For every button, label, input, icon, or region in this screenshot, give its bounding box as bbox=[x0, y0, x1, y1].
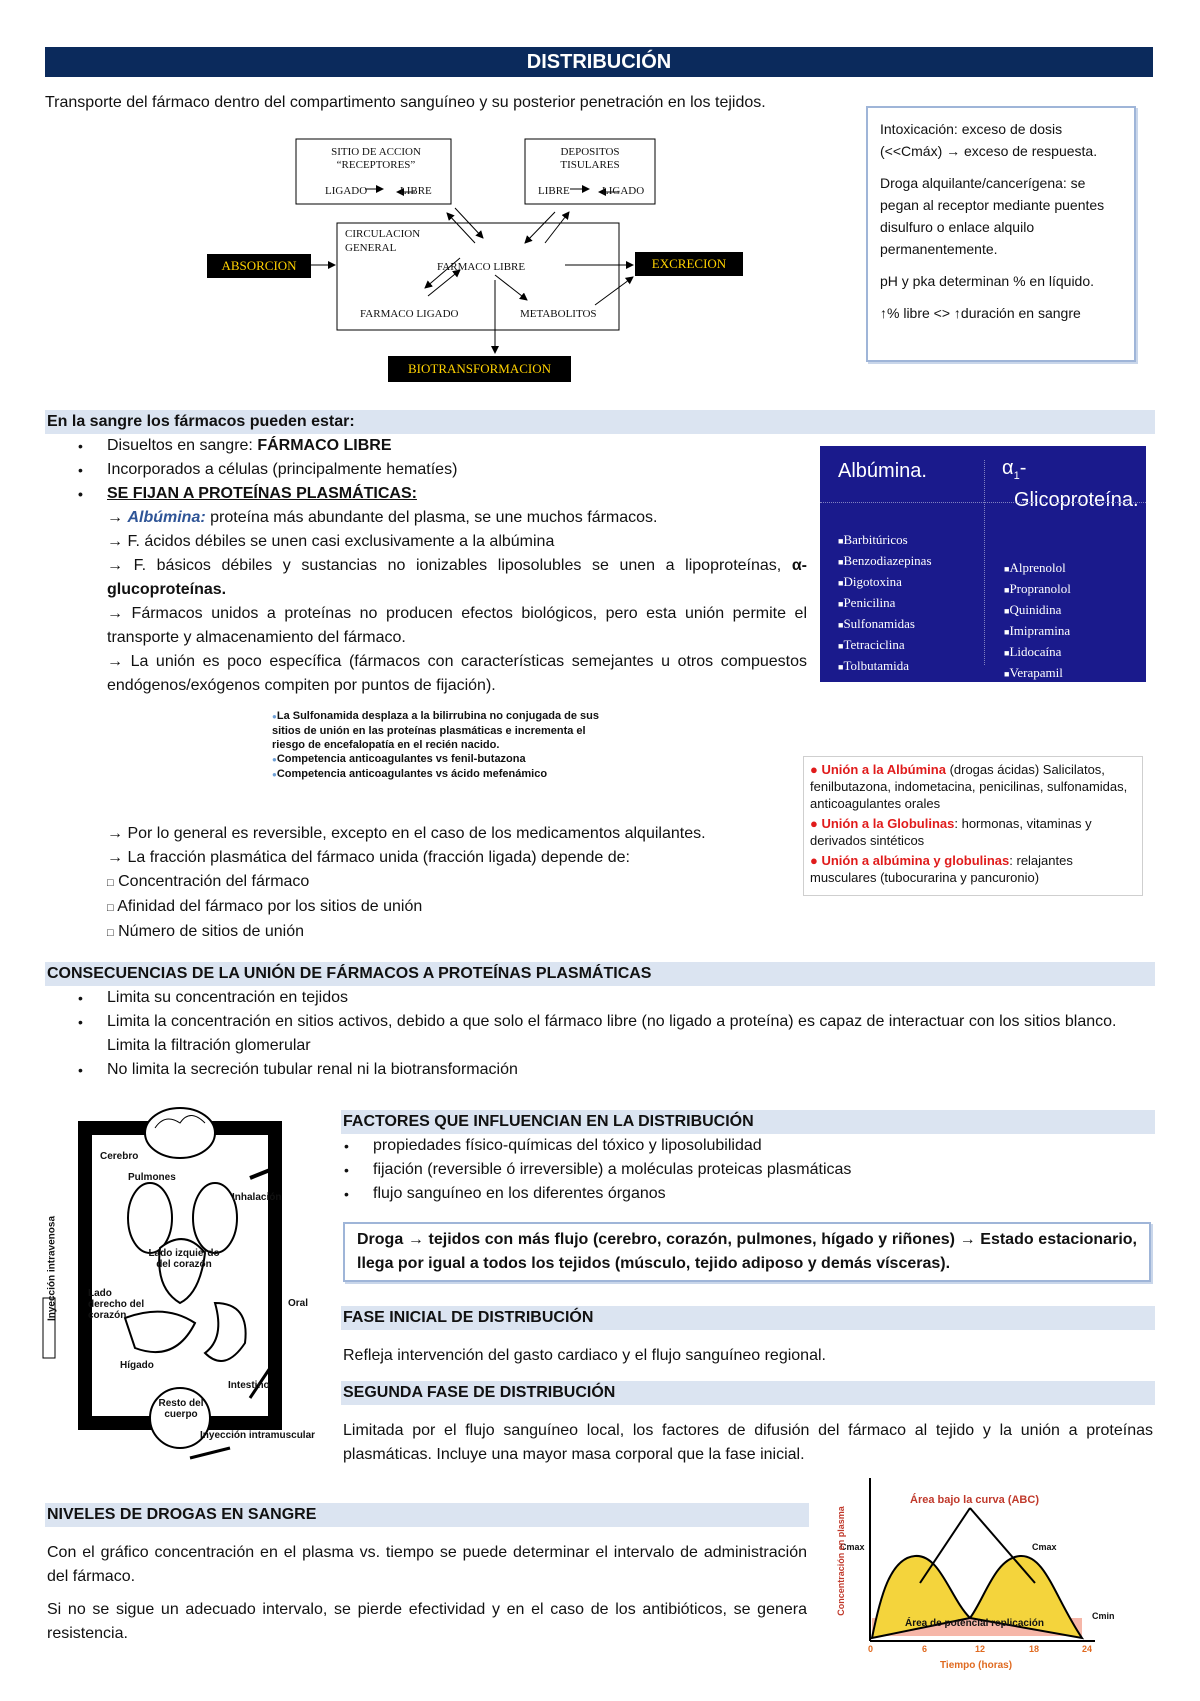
diagram-label-general: GENERAL bbox=[345, 242, 397, 254]
diagram-label-libre-2: LIBRE bbox=[538, 185, 570, 197]
albumin-drug: ■ Tetraciclina bbox=[838, 637, 905, 652]
glycoprotein-drug-list bbox=[1004, 558, 1071, 684]
albumin-line bbox=[45, 506, 807, 530]
chart-y-label: Concentración en plasma bbox=[836, 1506, 846, 1616]
binding-both: ● Unión a albúmina y globulinas: relajantes musculares (tubocurarina y pancuronio) bbox=[810, 853, 1073, 885]
diagram-label-sitio: SITIO DE ACCION bbox=[331, 146, 421, 158]
factor-sitios-text: Número de sitios de unión bbox=[118, 923, 304, 940]
consequence-2: • Limita la concentración en sitios activos, debido a que solo el fármaco libre (no ligado a proteína) es capaz de interactuar con los sitios blanco. Limita la filtración glomerular bbox=[45, 1010, 1153, 1058]
glycoprotein-drug: ■ Imipramina bbox=[1004, 623, 1070, 638]
factor-marker-3: □ bbox=[107, 927, 114, 939]
levels-paragraph-1: Con el gráfico concentración en el plasma vs. tiempo se puede determinar el intervalo de administración del fármaco. bbox=[47, 1544, 807, 1585]
note-droga-alquilante: Droga alquilante/cancerígena: se pegan al receptor mediante puentes disulfuro o enlace alquilo permanentemente. bbox=[880, 175, 1105, 257]
factor-blood-flow: • flujo sanguíneo en los diferentes órganos bbox=[311, 1182, 1153, 1206]
albumin-arrow: → bbox=[107, 509, 128, 526]
binding-albumin-title: Unión a la Albúmina bbox=[821, 762, 946, 777]
consequence-3: • No limita la secreción tubular renal ni la biotransformación bbox=[45, 1058, 1153, 1082]
diagram-label-metabolitos: METABOLITOS bbox=[520, 308, 597, 320]
low-specificity-line: → La unión es poco específica (fármacos con características semejantes u otros compuestos endógenos/exógenos compiten por puntos de fijación). bbox=[107, 653, 807, 694]
glycoprotein-drug: ■ Alprenolol bbox=[1004, 560, 1066, 575]
table-divider bbox=[820, 502, 1146, 503]
chart-annotation-cmin: Cmin bbox=[1092, 1611, 1115, 1621]
diagram-label-circulacion: CIRCULACION bbox=[345, 228, 421, 240]
alpha-subscript: 1 bbox=[1013, 470, 1020, 482]
chart-annotation-cmax-1: Cmax bbox=[840, 1542, 865, 1552]
albumin-desc: proteína más abundante del plasma, se une muchos fármacos. bbox=[205, 509, 658, 526]
glycoprotein-drug: ■ Verapamil bbox=[1004, 665, 1063, 680]
sulfa-note-3: ● Competencia anticoagulantes vs ácido mefenámico bbox=[272, 767, 612, 782]
phase1-heading: FASE INICIAL DE DISTRIBUCIÓN bbox=[341, 1306, 1155, 1330]
binding-both-title: Unión a albúmina y globulinas bbox=[821, 853, 1010, 868]
factor-fixation: • fijación (reversible ó irreversible) a moléculas proteicas plasmáticas bbox=[311, 1158, 1153, 1182]
glycoprotein-drug: ■ Quinidina bbox=[1004, 602, 1061, 617]
binding-both-text: : relajantes musculares (tubocurarina y pancuronio) bbox=[810, 853, 1073, 885]
intoxication-note-box bbox=[866, 106, 1136, 362]
blood-section-heading: En la sangre los fármacos pueden estar: bbox=[45, 410, 1155, 434]
albumin-drug: ■ Penicilina bbox=[838, 595, 895, 610]
body-label-pulmones: Pulmones bbox=[128, 1172, 176, 1183]
sulfa-note-2: ● Competencia anticoagulantes vs fenil-butazona bbox=[272, 752, 612, 767]
body-label-intramuscular: Inyección intramuscular bbox=[200, 1430, 316, 1441]
protein-binding-box bbox=[803, 756, 1143, 896]
factors-heading: FACTORES QUE INFLUENCIAN EN LA DISTRIBUCIÓN bbox=[341, 1110, 1155, 1134]
phase1-text: Refleja intervención del gasto cardiaco y el flujo sanguíneo regional. bbox=[343, 1347, 826, 1364]
body-label-intestino: Intestino bbox=[228, 1380, 270, 1391]
albumin-drug: ■ Barbitúricos bbox=[838, 532, 908, 547]
consequences-heading: CONSECUENCIAS DE LA UNIÓN DE FÁRMACOS A PROTEÍNAS PLASMÁTICAS bbox=[45, 962, 1155, 986]
diagram-label-receptores: “RECEPTORES” bbox=[336, 159, 416, 171]
alpha-symbol: α bbox=[1002, 457, 1014, 479]
blood-states-list bbox=[45, 434, 815, 506]
diagram-label-ligado: LIGADO bbox=[325, 185, 368, 197]
body-label-intravenosa: Inyección intravenosa bbox=[46, 1215, 58, 1322]
albumin-drug: ■ Digotoxina bbox=[838, 574, 902, 589]
factor-concentracion-text: Concentración del fármaco bbox=[118, 873, 310, 890]
drug-flow-box: Droga → tejidos con más flujo (cerebro, corazón, pulmones, hígado y riñones) → Estado estacionario, llega por igual a todos los tejidos (músculo, tejido adiposo y demás vísceras). bbox=[343, 1222, 1151, 1282]
diagram-box-excrecion: EXCRECION bbox=[635, 252, 743, 276]
binding-globulins: ● Unión a la Globulinas: hormonas, vitaminas y derivados sintéticos bbox=[810, 816, 1092, 848]
chart-x-tick-24: 24 bbox=[1082, 1644, 1093, 1654]
binding-albumin-text: (drogas ácidas) Salicilatos, fenilbutazona, indometacina, penicilinas, sulfonamidas, anticoagulantes orales bbox=[810, 762, 1128, 811]
albumin-drug: ■ Sulfonamidas bbox=[838, 616, 915, 631]
page-title: DISTRIBUCIÓN bbox=[45, 47, 1153, 77]
intro-text: Transporte del fármaco dentro del compartimento sanguíneo y su posterior penetración en los tejidos. bbox=[45, 94, 766, 111]
levels-heading: NIVELES DE DROGAS EN SANGRE bbox=[45, 1503, 809, 1527]
blood-item-libre bbox=[45, 434, 815, 458]
glycoprotein-drug: ■ Lidocaína bbox=[1004, 644, 1061, 659]
albumin-column-title: Albúmina. bbox=[838, 460, 927, 482]
binding-globulins-title: Unión a la Globulinas bbox=[821, 816, 955, 831]
acid-drugs-line: → F. ácidos débiles se unen casi exclusivamente a la albúmina bbox=[107, 533, 555, 550]
binding-albumin: ● Unión a la Albúmina (drogas ácidas) Salicilatos, fenilbutazona, indometacina, penicilinas, sulfonamidas, anticoagulantes orales bbox=[810, 762, 1128, 811]
table-column-divider bbox=[984, 460, 985, 665]
no-effect-line: → Fármacos unidos a proteínas no producen efectos biológicos, pero esta unión permite el transporte y almacenamiento del fármaco. bbox=[107, 605, 807, 646]
factor-afinidad bbox=[45, 895, 807, 920]
body-label-inhalacion: Inhalación bbox=[232, 1192, 282, 1203]
glycoprotein-drug: ■ Propranolol bbox=[1004, 581, 1071, 596]
chart-band-label: Área de potencial replicación bbox=[905, 1618, 1044, 1629]
plasma-concentration-chart bbox=[820, 1478, 1150, 1696]
factor-marker-1: □ bbox=[107, 877, 114, 889]
body-label-cerebro: Cerebro bbox=[100, 1151, 139, 1162]
note-intoxicacion: Intoxicación: exceso de dosis (<<Cmáx) → exceso de respuesta. bbox=[880, 121, 1098, 159]
albumin-drug-list bbox=[838, 530, 932, 698]
diagram-label-farmaco-ligado: FARMACO LIGADO bbox=[360, 308, 459, 320]
body-label-resto: Resto del cuerpo bbox=[158, 1398, 204, 1420]
body-label-higado: Hígado bbox=[120, 1360, 154, 1371]
levels-paragraph-2: Si no se sigue un adecuado intervalo, se pierde efectividad y en el caso de los antibióticos, se genera resistencia. bbox=[47, 1601, 807, 1642]
chart-x-tick-18: 18 bbox=[1029, 1644, 1040, 1654]
body-label-lado-derecho: Lado derecho del corazón bbox=[88, 1288, 145, 1321]
note-ph-pka: pH y pka determinan % en líquido. bbox=[880, 273, 1095, 289]
chart-arrow-1 bbox=[920, 1508, 970, 1583]
protein-binding-details bbox=[45, 506, 807, 698]
diagram-label-depositos: DEPOSITOS bbox=[560, 146, 620, 158]
diagram-box-biotransformacion: BIOTRANSFORMACION bbox=[388, 356, 571, 382]
reversible-line: → Por lo general es reversible, excepto en el caso de los medicamentos alquilantes. bbox=[107, 825, 706, 842]
phase2-heading: SEGUNDA FASE DE DISTRIBUCIÓN bbox=[341, 1381, 1155, 1405]
albumin-drug: ■ Tolbutamida bbox=[838, 658, 909, 673]
chart-x-label: Tiempo (horas) bbox=[940, 1660, 1013, 1671]
sulfonamide-notes bbox=[272, 709, 612, 782]
phase2-text: Limitada por el flujo sanguíneo local, los factores de difusión del fármaco al tejido y la unión a proteínas plasmáticas. Incluye una mayor masa corporal que la fase inicial. bbox=[343, 1422, 1153, 1463]
consequences-list bbox=[45, 986, 1153, 1082]
diagram-label-ligado-2: LIGADO bbox=[602, 185, 645, 197]
albumin-glycoprotein-table bbox=[820, 446, 1146, 694]
reversibility-details bbox=[45, 822, 807, 945]
diagram-label-libre: LIBRE bbox=[400, 185, 432, 197]
basic-drugs-bold: α-glucoproteínas. bbox=[107, 557, 807, 598]
blood-item-libre-bold: FÁRMACO LIBRE bbox=[257, 437, 392, 454]
factor-sitios bbox=[45, 920, 807, 945]
body-label-oral: Oral bbox=[288, 1298, 309, 1309]
alpha-dash: - bbox=[1019, 457, 1027, 479]
diagram-label-tisulares: TISULARES bbox=[560, 159, 620, 171]
note-libre-duracion: ↑% libre <> ↑duración en sangre bbox=[880, 305, 1081, 321]
blood-item-proteinas: • SE FIJAN A PROTEÍNAS PLASMÁTICAS: bbox=[45, 482, 815, 506]
blood-item-celulas: • Incorporados a células (principalmente hematíes) bbox=[45, 458, 815, 482]
albumin-drug: ■ Benzodiazepinas bbox=[838, 553, 932, 568]
circulation-body-diagram bbox=[40, 1098, 338, 1468]
basic-drugs-text: → F. básicos débiles y sustancias no ionizables liposolubles se unen a lipoproteínas, bbox=[107, 557, 792, 574]
chart-annotation-cmax-2: Cmax bbox=[1032, 1542, 1057, 1552]
sulfa-note-1: ● La Sulfonamida desplaza a la bilirrubina no conjugada de sus sitios de unión en las proteínas plasmáticas e incrementa el riesgo de encefalopatía en el recién nacido. bbox=[272, 709, 612, 752]
factor-concentracion bbox=[45, 870, 807, 895]
factor-marker-2: □ bbox=[107, 902, 114, 914]
binding-globulins-text: : hormonas, vitaminas y derivados sintéticos bbox=[810, 816, 1092, 848]
chart-x-tick-0: 0 bbox=[868, 1644, 874, 1654]
body-label-lado-izquierdo: Lado izquierdo del corazón bbox=[148, 1248, 220, 1270]
consequence-1: • Limita su concentración en tejidos bbox=[45, 986, 1153, 1010]
blood-item-libre-text: Disueltos en sangre: bbox=[107, 437, 258, 454]
albumin-drug: ■ Acido valproico bbox=[838, 679, 928, 694]
distribution-flow-diagram bbox=[185, 130, 785, 390]
albumin-term: Albúmina: bbox=[127, 509, 206, 526]
diagram-label-farmaco-libre: FARMACO LIBRE bbox=[437, 261, 526, 273]
chart-title: Área bajo la curva (ABC) bbox=[910, 1494, 1039, 1506]
factor-afinidad-text: Afinidad del fármaco por los sitios de unión bbox=[117, 898, 423, 915]
factors-list bbox=[311, 1134, 1153, 1206]
chart-x-tick-6: 6 bbox=[922, 1644, 928, 1654]
chart-x-tick-12: 12 bbox=[975, 1644, 986, 1654]
fraction-line: → La fracción plasmática del fármaco unida (fracción ligada) depende de: bbox=[107, 849, 630, 866]
factor-properties: • propiedades físico-químicas del tóxico y liposolubilidad bbox=[311, 1134, 1153, 1158]
diagram-box-absorcion: ABSORCION bbox=[207, 254, 311, 278]
glycoprotein-label: Glicoproteína. bbox=[1014, 489, 1139, 511]
basic-drugs-line bbox=[45, 554, 807, 602]
glycoprotein-column-title bbox=[1002, 456, 1139, 512]
